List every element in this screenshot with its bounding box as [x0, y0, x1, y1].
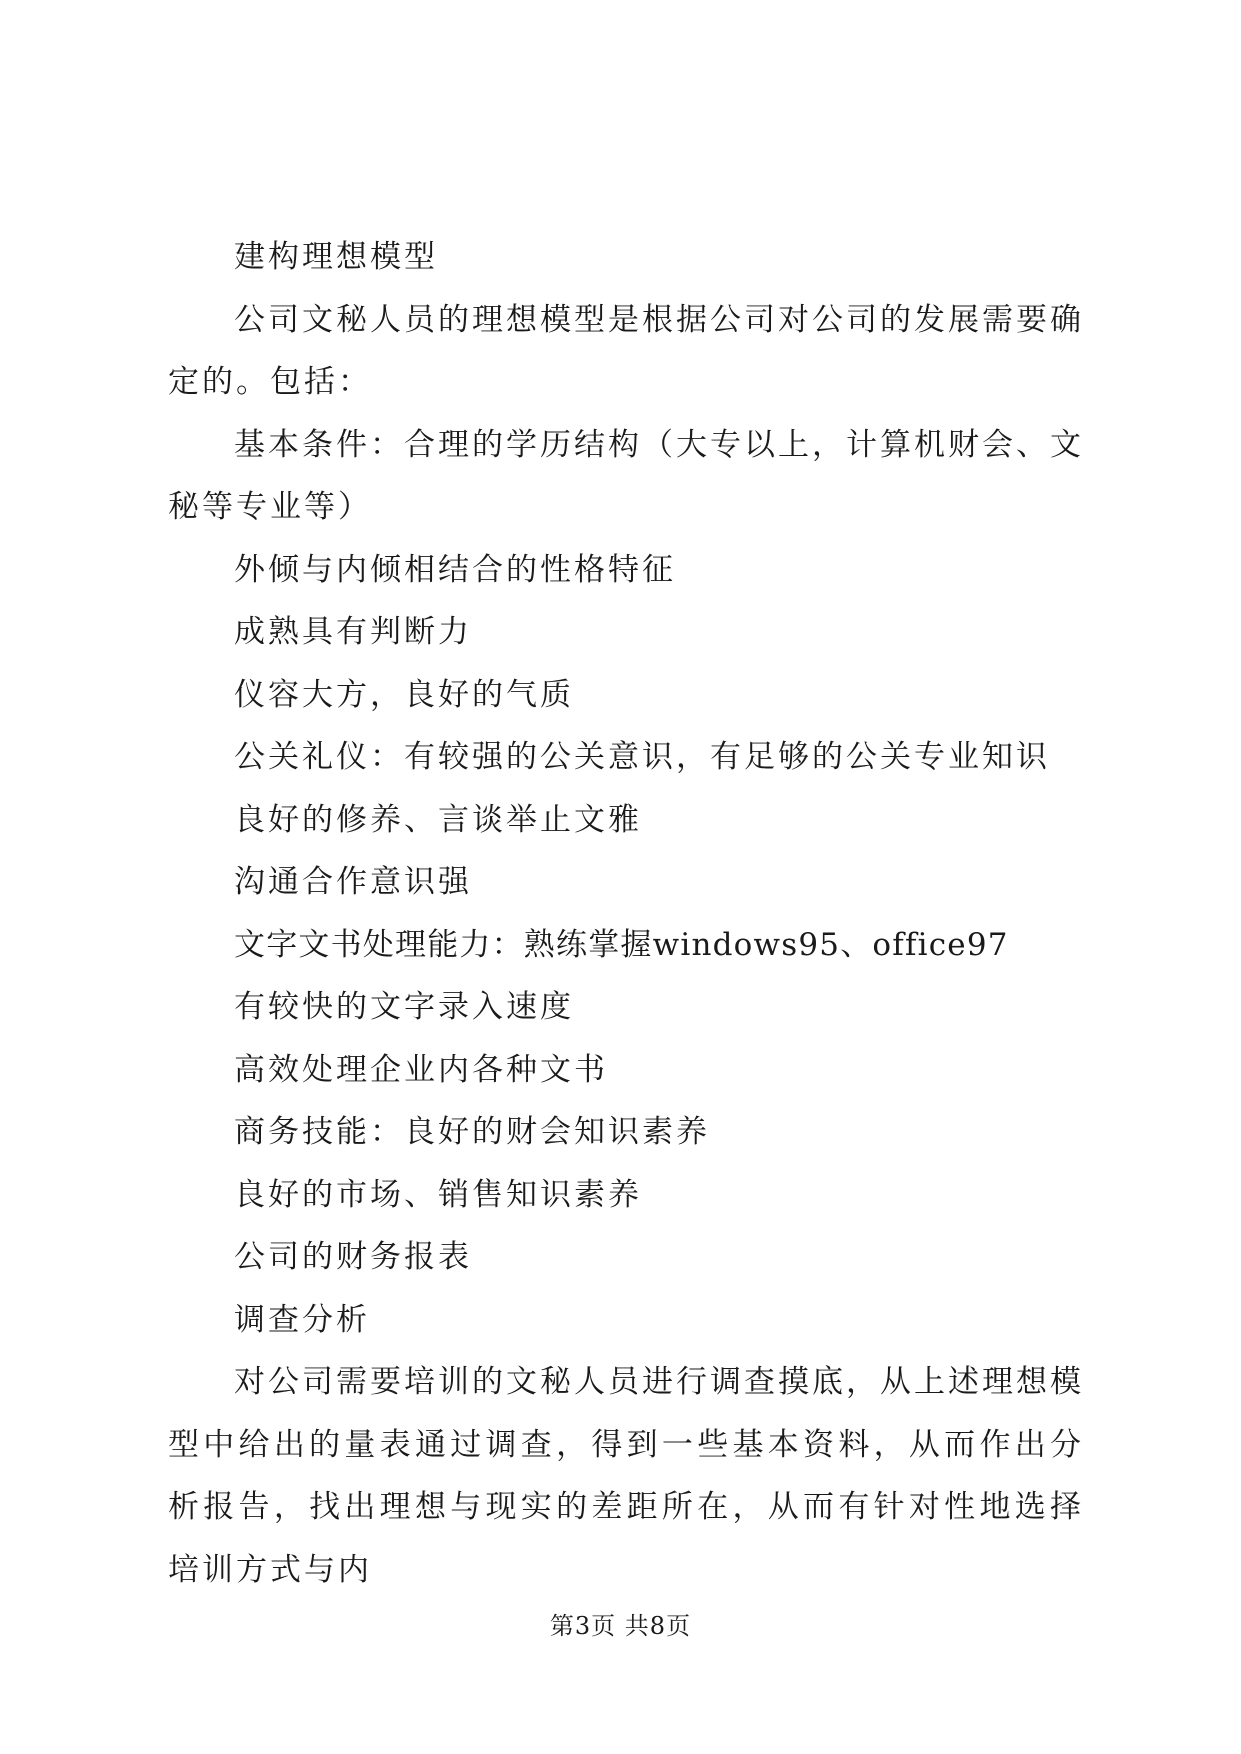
list-line: 公司的财务报表 [234, 1239, 472, 1275]
paragraph: 公司文秘人员的理想模型是根据公司对公司的发展需要确定的。包括： [168, 301, 1084, 400]
list-line: 良好的修养、言谈举止文雅 [234, 801, 642, 838]
paragraph: 对公司需要培训的文秘人员进行调查摸底，从上述理想模型中给出的量表通过调查，得到一些基本资料，从而作出分析报告，找出理想与现实的差距所在，从而有针对性地选择培训方式与内 [168, 1364, 1084, 1588]
list-line: 沟通合作意识强 [234, 864, 472, 900]
list-line: 有较快的文字录入速度 [234, 989, 574, 1025]
page-number-footer: 第3页 共8页 [549, 1612, 692, 1640]
list-line: 良好的市场、销售知识素养 [234, 1176, 642, 1213]
document-body [168, 226, 1084, 1601]
section-heading: 建构理想模型 [234, 239, 438, 275]
paragraph: 基本条件：合理的学历结构（大专以上，计算机财会、文秘等专业等） [168, 426, 1084, 525]
list-line: 外倾与内倾相结合的性格特征 [234, 551, 676, 588]
list-line: 商务技能：良好的财会知识素养 [234, 1114, 710, 1150]
list-line: 仪容大方，良好的气质 [234, 676, 574, 713]
list-line: 文字文书处理能力：熟练掌握windows95、office97 [234, 926, 1009, 963]
section-heading: 调查分析 [234, 1301, 370, 1338]
list-line: 公关礼仪：有较强的公关意识，有足够的公关专业知识 [234, 739, 1050, 775]
list-line: 高效处理企业内各种文书 [234, 1051, 608, 1088]
list-line: 成熟具有判断力 [234, 614, 472, 650]
